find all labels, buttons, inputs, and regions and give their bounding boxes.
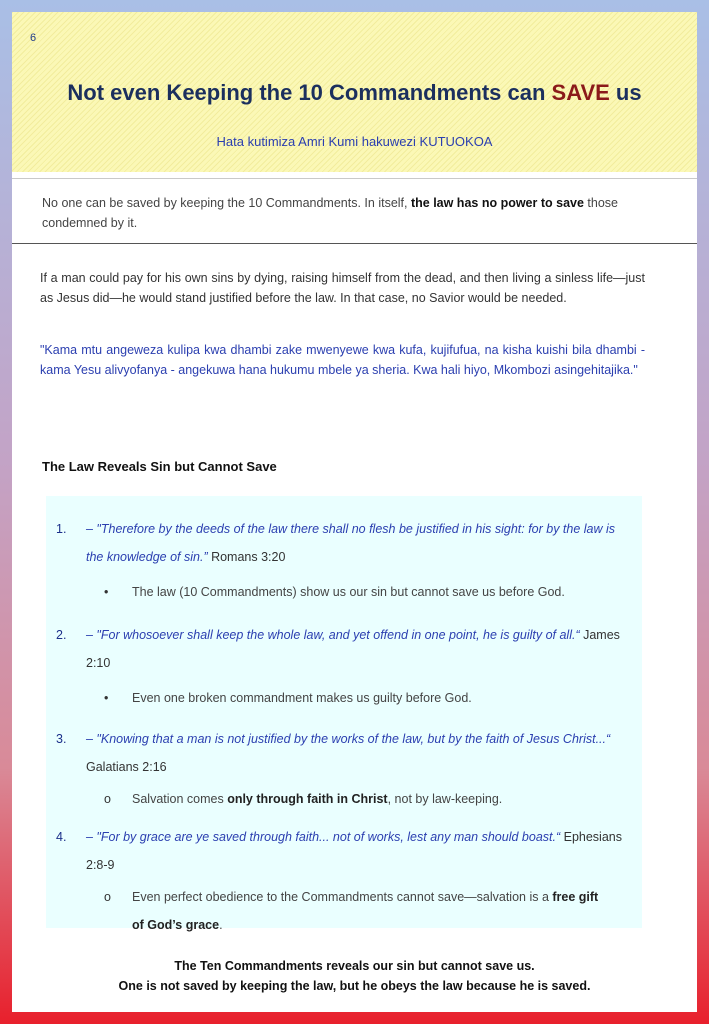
title-banner [12, 12, 697, 172]
bullet-marker: • [104, 585, 109, 599]
item-number: 4. [56, 830, 67, 844]
explanation-text: Even one broken commandment makes us guilty before God. [132, 691, 472, 705]
quote-text: – "For whosoever shall keep the whole law, and yet offend in one point, he is guilty of all.“ [86, 628, 580, 642]
intro-box [12, 178, 697, 244]
scripture-quote [86, 621, 628, 677]
intro-text-end: those condemned by it. [42, 196, 618, 230]
page-title [12, 80, 697, 106]
title-text-end: us [609, 80, 642, 105]
explanation-text-end: , not by law-keeping. [387, 792, 503, 806]
swahili-paragraph: "Kama mtu angeweza kulipa kwa dhambi zake mwenyewe kwa kufa, kujifufua, na kisha kuishi bila dhambi - kama Yesu alivyofanya - angekuwa hana hukumu mbele ya sheria. Kwa hali hiyo, Mkombozi asingehitajika." [40, 343, 645, 377]
intro-text [42, 193, 641, 233]
conclusion-line-2: One is not saved by keeping the law, but he obeys the law because he is saved. [118, 979, 591, 993]
bullet-marker: o [104, 890, 111, 904]
quote-text: – "Knowing that a man is not justified by the works of the law, but by the faith of Jesus Christ...“ [86, 732, 611, 746]
scripture-reference: Romans 3:20 [207, 550, 286, 564]
item-number: 3. [56, 732, 67, 746]
explanation-text: Even perfect obedience to the Commandments cannot save—salvation is a [132, 890, 553, 904]
title-text-start: Not even Keeping the 10 Commandments can [67, 80, 552, 105]
section-heading: The Law Reveals Sin but Cannot Save [42, 459, 277, 474]
scripture-quote [86, 823, 628, 879]
scripture-reference: Ephesians 2:8-9 [86, 830, 622, 872]
item-explanation [132, 883, 612, 939]
explanation-text-end: . [219, 918, 223, 932]
item-explanation [132, 785, 612, 813]
quote-text: – "Therefore by the deeds of the law there shall no flesh be justified in his sight: for by the law is the knowledge of sin.” [86, 522, 616, 564]
conclusion-line-1: The Ten Commandments reveals our sin but cannot save us. [174, 959, 535, 973]
scripture-reference: James 2:10 [86, 628, 620, 670]
item-explanation [132, 684, 612, 712]
intro-bold-text: the law has no power to save [410, 196, 584, 210]
explanation-text: Salvation comes [132, 792, 228, 806]
page-number: 6 [30, 32, 37, 44]
document-page [12, 12, 697, 1012]
title-highlight-save: SAVE [551, 80, 610, 105]
scripture-reference: Galatians 2:16 [86, 760, 167, 774]
explanation-text: The law (10 Commandments) show us our sin but cannot save us before God. [132, 585, 565, 599]
swahili-subtitle: Hata kutimiza Amri Kumi hakuwezi KUTUOKOA [216, 134, 493, 149]
bullet-marker: o [104, 792, 111, 806]
explanation-bold: only through faith in Christ [227, 792, 388, 806]
scripture-quote [86, 515, 628, 571]
scripture-quote [86, 725, 628, 781]
english-paragraph: If a man could pay for his own sins by dying, raising himself from the dead, and then living a sinless life—just as Jesus did—he would stand justified before the law. In that case, no Savior would be needed. [40, 271, 645, 305]
explanation-bold: free gift of God’s grace [132, 890, 599, 932]
conclusion [12, 956, 697, 996]
item-explanation [132, 578, 612, 606]
item-number: 1. [56, 522, 67, 536]
scripture-list [46, 496, 642, 932]
bullet-marker: • [104, 691, 109, 705]
item-number: 2. [56, 628, 67, 642]
quote-text: – "For by grace are ye saved through faith... not of works, lest any man should boast.“ [86, 830, 561, 844]
intro-text-start: No one can be saved by keeping the 10 Commandments. In itself, [42, 196, 411, 210]
